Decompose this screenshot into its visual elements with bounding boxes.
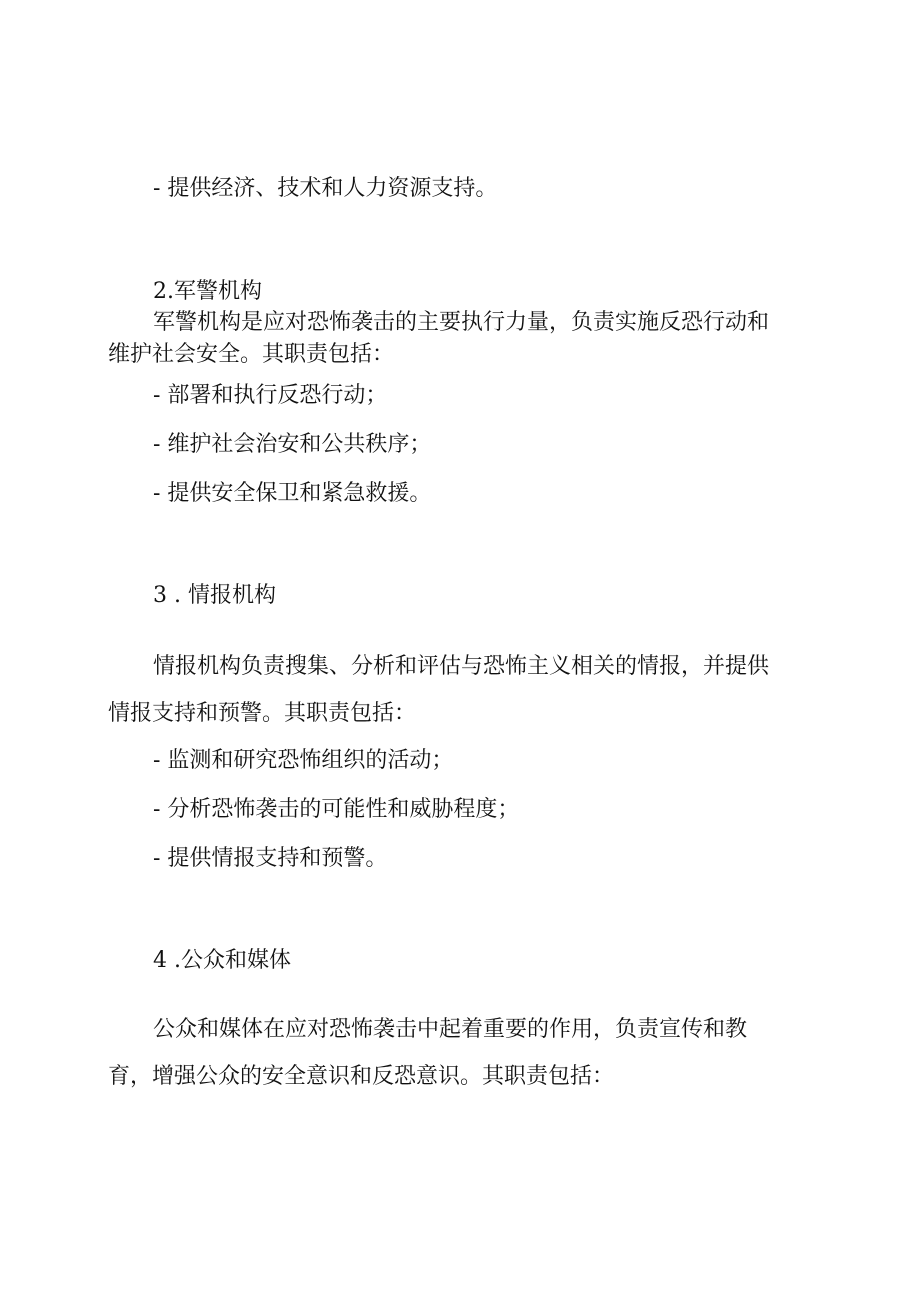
paragraph-line: 情报支持和预警。其职责包括： xyxy=(108,701,417,726)
section-heading: 2.军警机构 xyxy=(153,279,262,304)
list-item: - 部署和执行反恐行动； xyxy=(153,383,388,408)
paragraph-line: 育，增强公众的安全意识和反恐意识。其职责包括： xyxy=(108,1064,615,1089)
paragraph-line: 情报机构负责搜集、分析和评估与恐怖主义相关的情报，并提供 xyxy=(153,654,770,679)
list-item: - 提供安全保卫和紧急救援。 xyxy=(153,481,432,506)
list-item: - 分析恐怖袭击的可能性和威胁程度； xyxy=(153,797,520,822)
list-item: - 监测和研究恐怖组织的活动； xyxy=(153,748,454,773)
list-item: - 提供经济、技术和人力资源支持。 xyxy=(153,176,498,201)
section-heading: 3 . 情报机构 xyxy=(153,583,276,608)
paragraph-line: 公众和媒体在应对恐怖袭击中起着重要的作用，负责宣传和教 xyxy=(153,1017,748,1042)
paragraph-line: 军警机构是应对恐怖袭击的主要执行力量，负责实施反恐行动和 xyxy=(153,310,770,335)
list-item: - 提供情报支持和预警。 xyxy=(153,846,388,871)
paragraph-line: 维护社会安全。其职责包括： xyxy=(108,342,395,367)
section-heading: 4 .公众和媒体 xyxy=(153,948,291,973)
list-item: - 维护社会治安和公共秩序； xyxy=(153,432,432,457)
